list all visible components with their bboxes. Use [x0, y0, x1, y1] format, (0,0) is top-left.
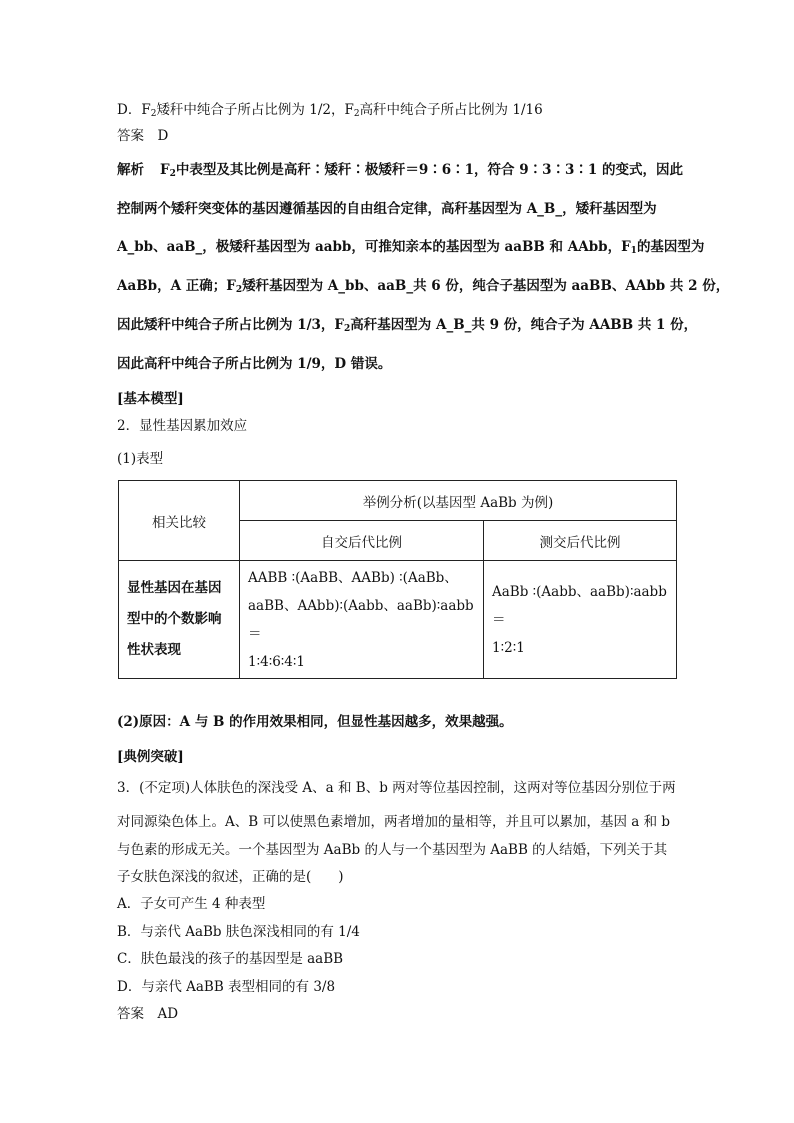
answer-1: 答案 D: [117, 128, 169, 144]
answer-2: 答案 AD: [117, 1006, 179, 1022]
question-3-option-a: A．子女可产生 4 种表型: [117, 896, 266, 912]
subsection-phenotype: (1)表型: [117, 451, 164, 467]
comparison-table: [118, 480, 677, 679]
question-3-line-2: 对同源染色体上。A、B 可以使黑色素增加，两者增加的量相等，并且可以累加，基因 a 和 b: [117, 814, 671, 830]
analysis-line-4: AaBb，A 正确；$F_2$矮秆基因型为 A_bb、aaB_共 6 份，纯合子基因型为 aaBB、AAbb 共 2 份，: [117, 278, 730, 295]
question-3-option-d: D．与亲代 AaBB 表型相同的有 3/8: [117, 979, 336, 995]
question-3-line-3: 与色素的形成无关。一个基因型为 AaBb 的人与一个基因型为 AaBB 的人结婚，下列关于其: [117, 842, 668, 858]
table-cell-testcross: AaBb ∶(Aabb、aaBb)∶aabb＝ 1∶2∶1: [484, 561, 677, 679]
table-header-selfing: 自交后代比例: [240, 521, 484, 561]
analysis-line-6: 因此高秆中纯合子所占比例为 1/9，D 错误。: [117, 356, 392, 372]
analysis-line-2: 控制两个矮秆突变体的基因遵循基因的自由组合定律，高秆基因型为 A_B_，矮秆基因型为: [117, 201, 657, 217]
analysis-line-1: 解析 $F_2$中表型及其比例是高秆∶矮秆∶极矮秆＝9∶6∶1，符合 9∶3∶3∶1 的变式，因此: [117, 162, 684, 179]
item-2-title: 2．显性基因累加效应: [117, 418, 248, 434]
analysis-line-5: 因此矮秆中纯合子所占比例为 1/3，$F_2$高秆基因型为 A_B_共 9 份，纯合子为 AABB 共 1 份，: [117, 317, 698, 334]
table-cell-selfing: AABB ∶(AaBB、AABb) ∶(AaBb、 aaBB、AAbb)∶(Aabb、aaBb)∶aabb＝ 1∶4∶6∶4∶1: [240, 561, 484, 679]
prev-option-d: D．$F_2$矮秆中纯合子所占比例为 1/2，$F_2$高秆中纯合子所占比例为 1/16: [117, 102, 543, 119]
section-basic-model: [基本模型]: [117, 391, 184, 407]
question-3-line-1: 3．(不定项)人体肤色的深浅受 A、a 和 B、b 两对等位基因控制，这两对等位基因分别位于两: [117, 780, 676, 796]
reason-text: (2)原因：A 与 B 的作用效果相同，但显性基因越多，效果越强。: [117, 714, 513, 730]
table-header-testcross: 测交后代比例: [484, 521, 677, 561]
question-3-option-c: C．肤色最浅的孩子的基因型是 aaBB: [117, 951, 344, 967]
question-3-option-b: B．与亲代 AaBb 肤色深浅相同的有 1/4: [117, 924, 360, 940]
section-example: [典例突破]: [117, 749, 184, 765]
table-header-comparison: 相关比较: [119, 481, 240, 561]
table-row-label: 显性基因在基因 型中的个数影响 性状表现: [119, 561, 240, 679]
table-header-example: 举例分析(以基因型 AaBb 为例): [240, 481, 677, 521]
analysis-line-3: A_bb、aaB_，极矮秆基因型为 aabb，可推知亲本的基因型为 aaBB 和 AAbb，$F_1$的基因型为: [117, 239, 705, 256]
question-3-line-4: 子女肤色深浅的叙述，正确的是( ): [117, 869, 344, 885]
